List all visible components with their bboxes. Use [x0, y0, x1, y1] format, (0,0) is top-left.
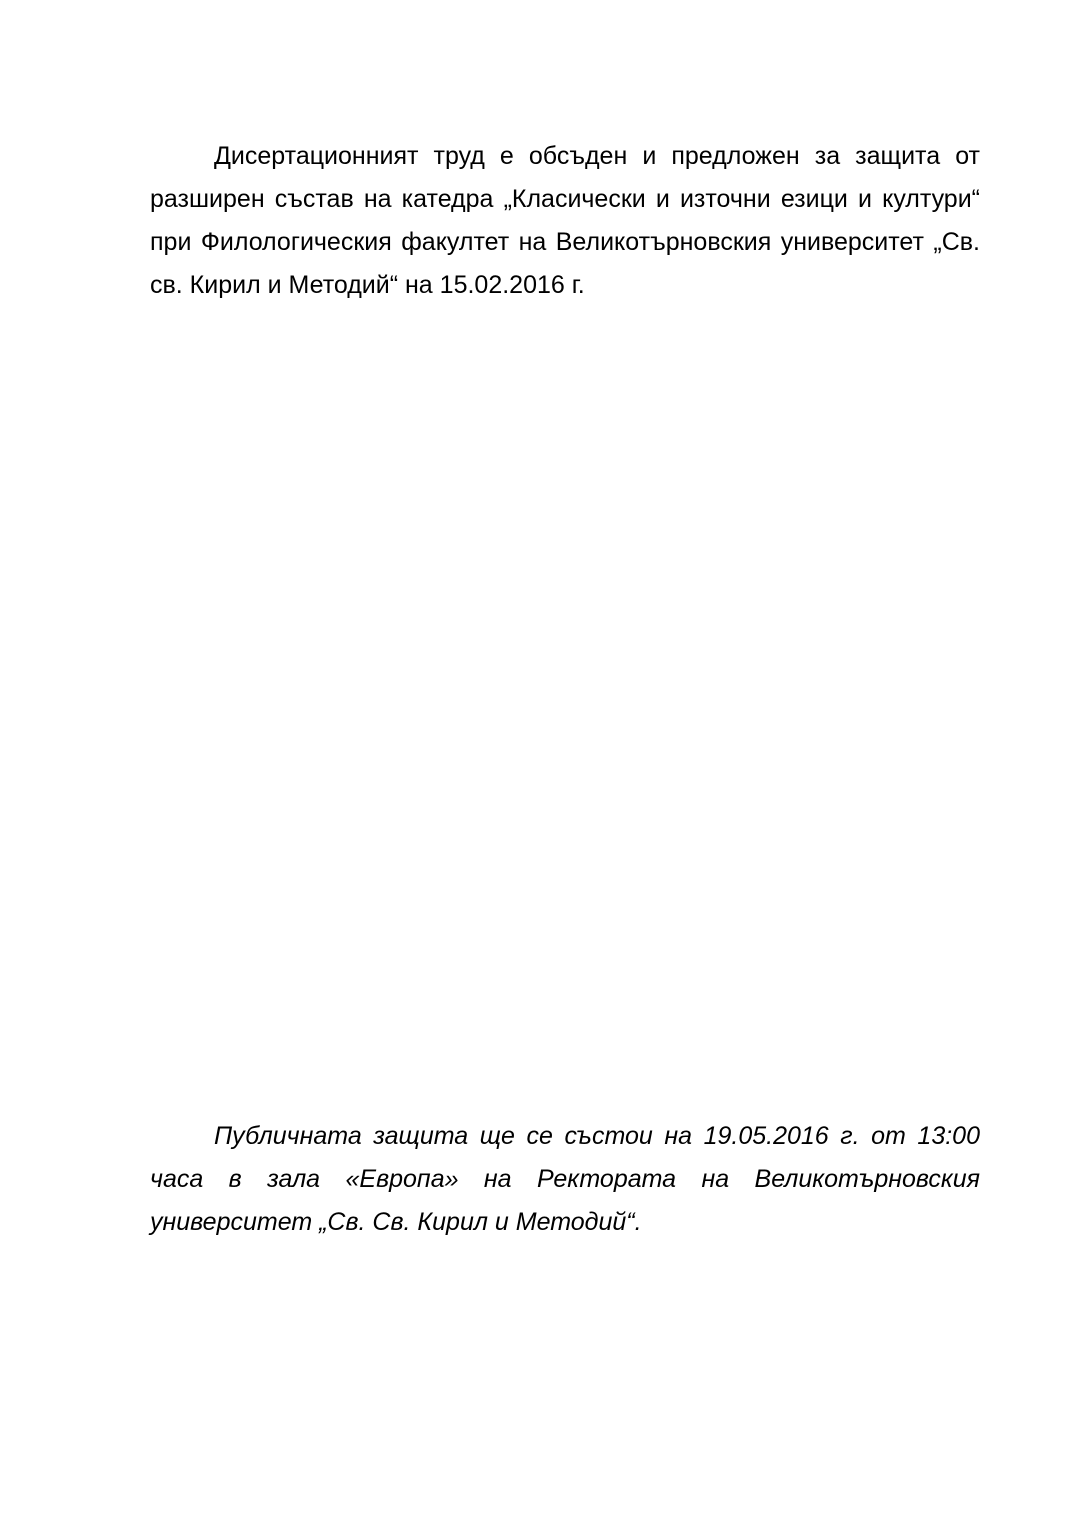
approval-paragraph: Дисертационният труд е обсъден и предложен за защита от разширен състав на катедра „Класически и източни езици и култури“ при Филологическия факултет на Великотърновския университет „Св. св. Кирил и Методий“ на 15.02.2016 г.: [150, 142, 980, 299]
public-defense-paragraph: Публичната защита ще се състои на 19.05.2016 г. от 13:00 часа в зала «Европа» на Ректората на Великотърновския университет „Св. Св. Кирил и Методий“.: [150, 1122, 980, 1236]
